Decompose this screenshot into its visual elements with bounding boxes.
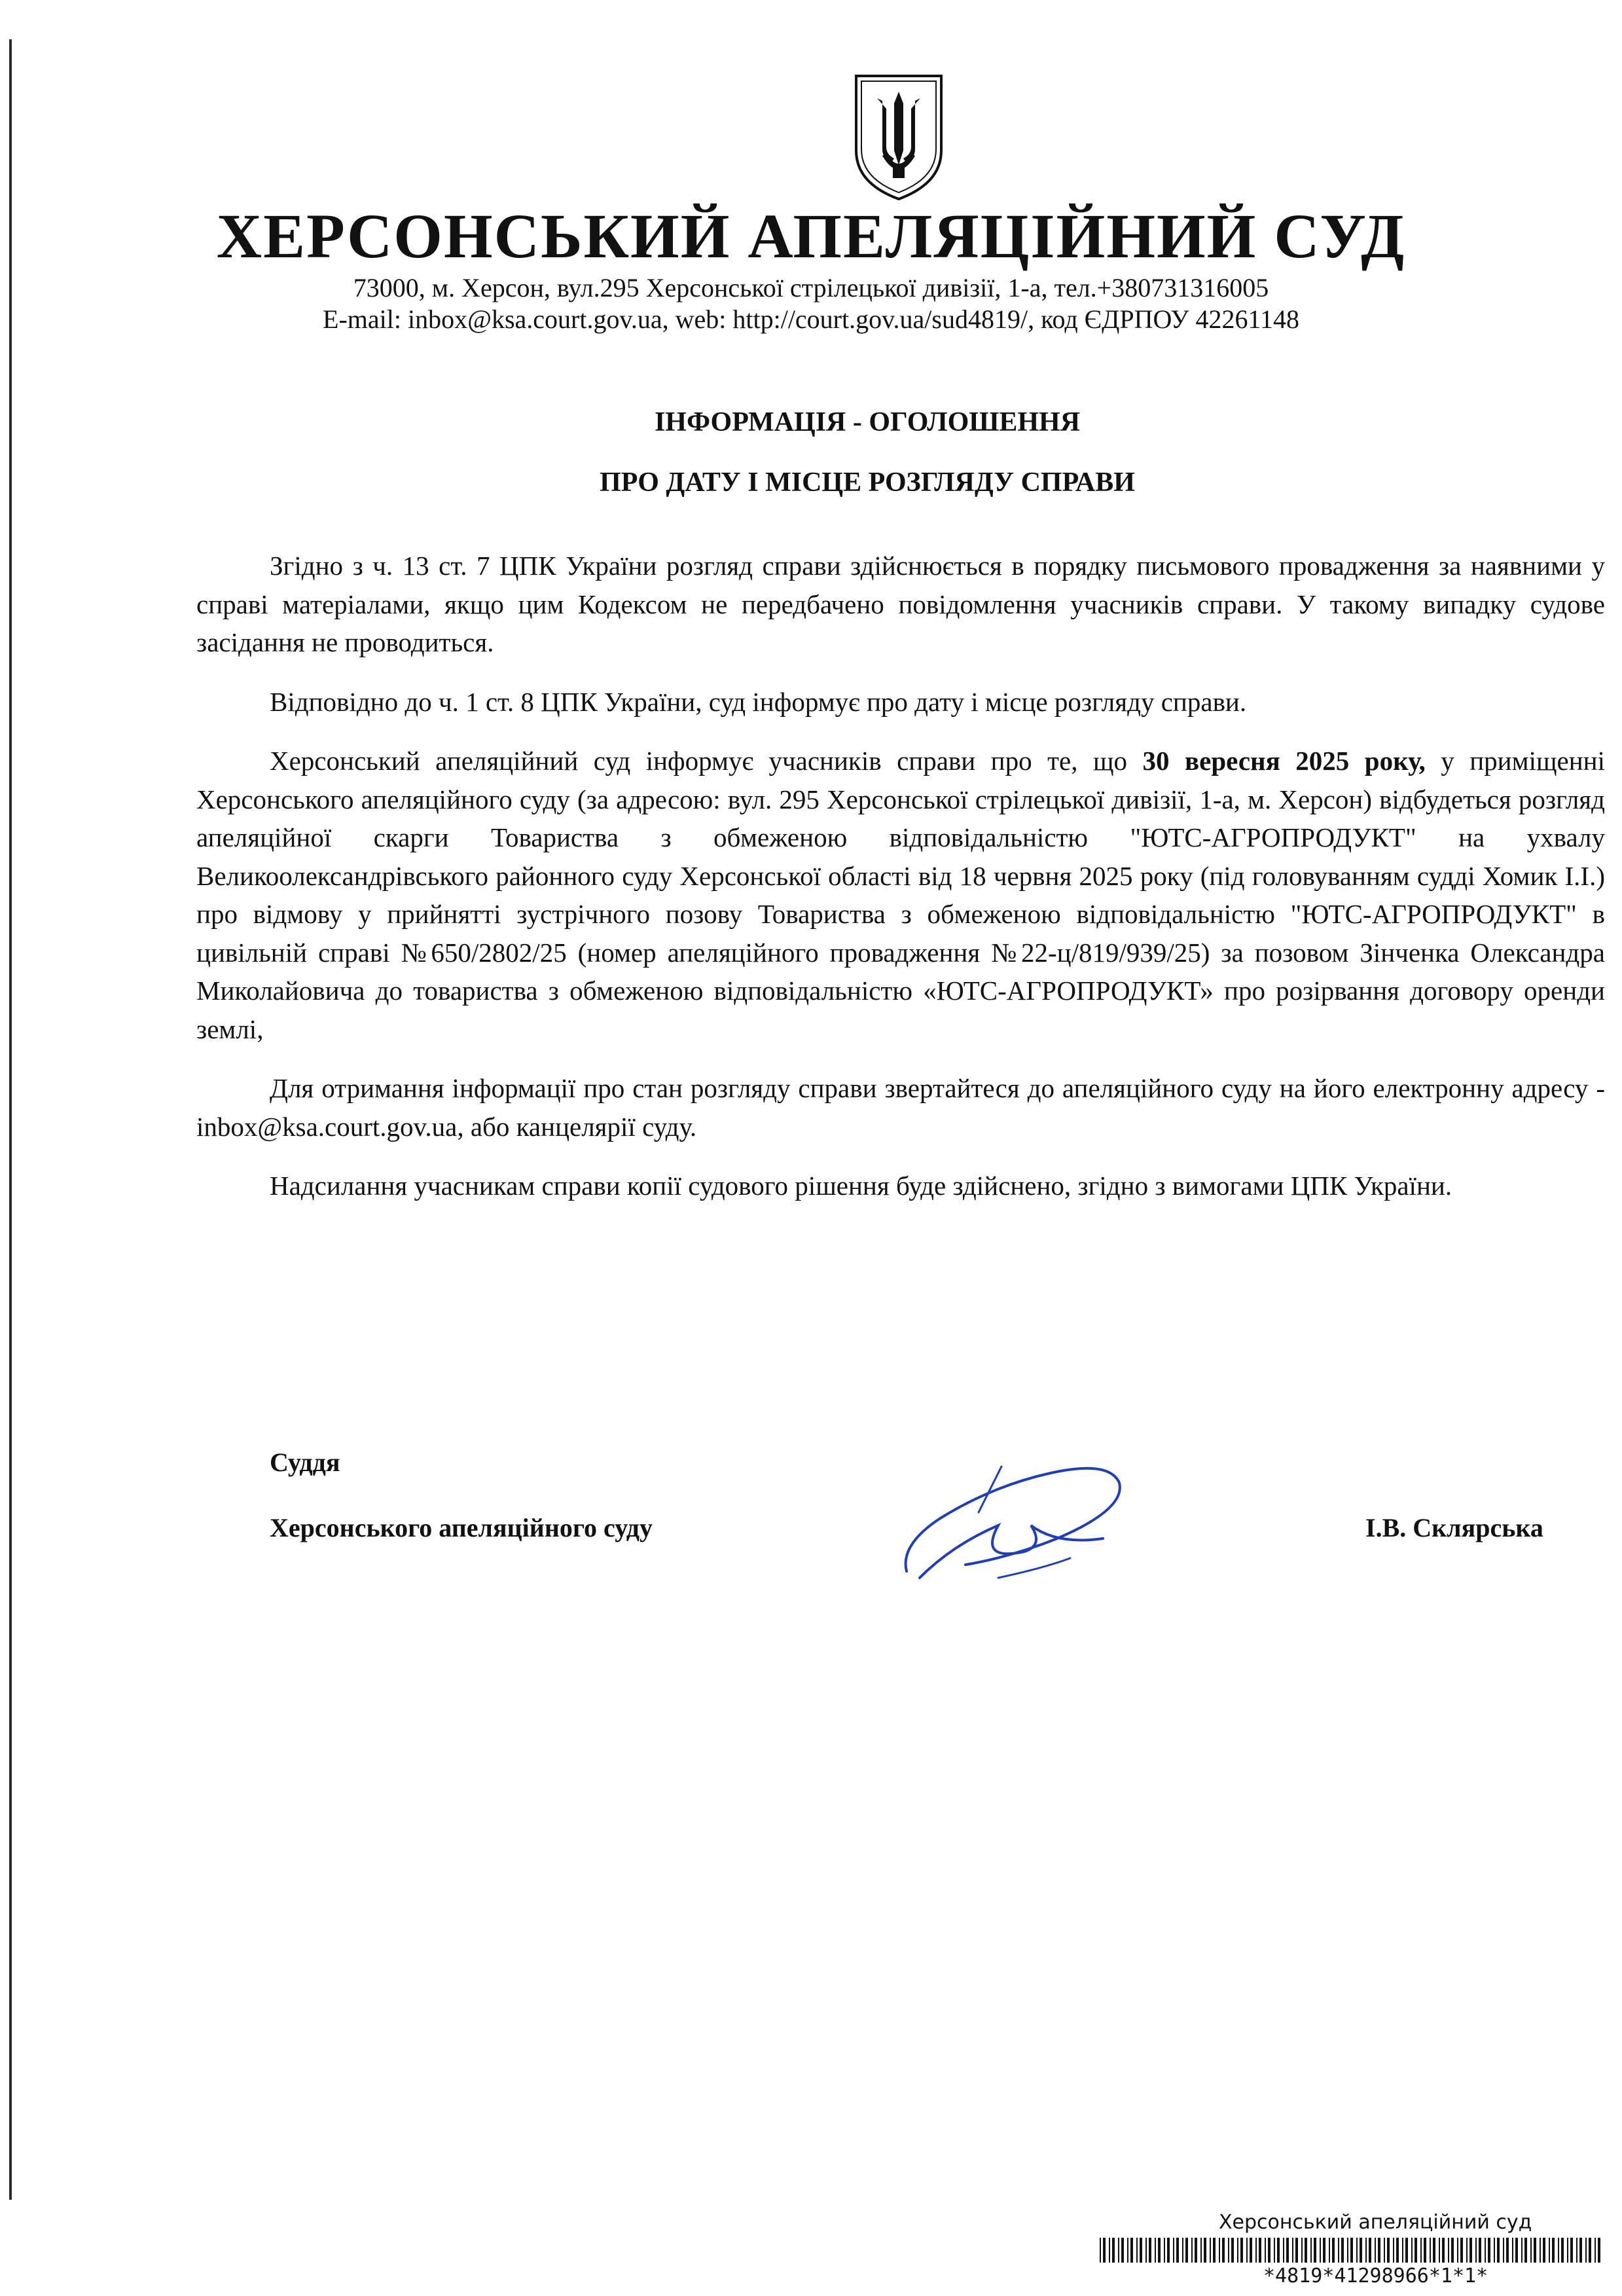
paragraph-3-details: у приміщенні Херсонського апеляційного суду (за адресою: вул. 295 Херсонської стрілецької дивізії, 1-а, м. Херсон) відбудеться розгляд апеляційної скарги Товариства з обмеженою відповідальністю "ЮТС-АГРОПРОДУКТ" на ухвалу Великоолександрівського районного суду Херсонської області від 18 червня 2025 року (під головуванням судді Хомик І.І.) про відмову у прийнятті зустрічного позову Товариства з обмеженою відповідальністю "ЮТС-АГРОПРОДУКТ" в цивільній справі №650/2802/25 (номер апеляційного провадження №22-ц/819/939/25) за позовом Зінченка Олександра Миколайовича до товариства з обмеженою відповідальністю «ЮТС-АГРОПРОДУКТ» про розірвання договору оренди землі, — [196, 746, 1605, 1044]
document-subheading: ПРО ДАТУ І МІСЦЕ РОЗГЛЯДУ СПРАВИ — [600, 467, 1135, 498]
barcode-number: *4819*41298966*1*1* — [1263, 2265, 1488, 2287]
signer-name: І.В. Склярська — [1365, 1513, 1543, 1542]
scan-edge — [9, 39, 12, 2200]
paragraph-3 — [196, 742, 1605, 1048]
signer-role: Суддя — [270, 1448, 340, 1477]
paragraph-1: Згідно з ч. 13 ст. 7 ЦПК України розгляд справи здійснюється в порядку письмового провадження за наявними у справі матеріалами, якщо цим Кодексом не передбачено повідомлення учасників справи. У такому випадку судове засідання не проводиться. — [196, 551, 1605, 657]
signature-role-block — [270, 1448, 340, 1477]
court-name: ХЕРСОНСЬКИЙ АПЕЛЯЦІЙНИЙ СУД — [216, 201, 1406, 271]
paragraph-4: Для отримання інформації про стан розгляду справи звертайтеся до апеляційного суду на його електронну адресу - inbox@ksa.court.gov.ua, або канцелярії суду. — [196, 1073, 1605, 1142]
paragraph-2: Відповідно до ч. 1 ст. 8 ЦПК України, суд інформує про дату і місце розгляду справи. — [270, 686, 1247, 717]
paragraph-5: Надсилання учасникам справи копії судового рішення буде здійснено, згідно з вимогами ЦПК України. — [270, 1171, 1452, 1201]
court-address: 73000, м. Херсон, вул.295 Херсонської стрілецької дивізії, 1-а, тел.+380731316005 — [353, 273, 1269, 302]
footer-court-name: Херсонський апеляційний суд — [1219, 2211, 1532, 2234]
handwritten-signature — [893, 1447, 1129, 1597]
document-heading: ІНФОРМАЦІЯ - ОГОЛОШЕННЯ — [654, 407, 1081, 437]
court-contacts: E-mail: inbox@ksa.court.gov.ua, web: http://court.gov.ua/sud4819/, код ЄДРПОУ 42261148 — [323, 304, 1299, 334]
coat-of-arms-icon — [852, 72, 945, 203]
signer-court: Херсонського апеляційного суду — [270, 1513, 653, 1542]
barcode — [1100, 2238, 1604, 2263]
paragraph-3-intro: Херсонський апеляційний суд інформує учасників справи про те, що — [270, 746, 1143, 776]
hearing-date: 30 вересня 2025 року, — [1142, 746, 1426, 776]
document-body — [196, 547, 1605, 1226]
